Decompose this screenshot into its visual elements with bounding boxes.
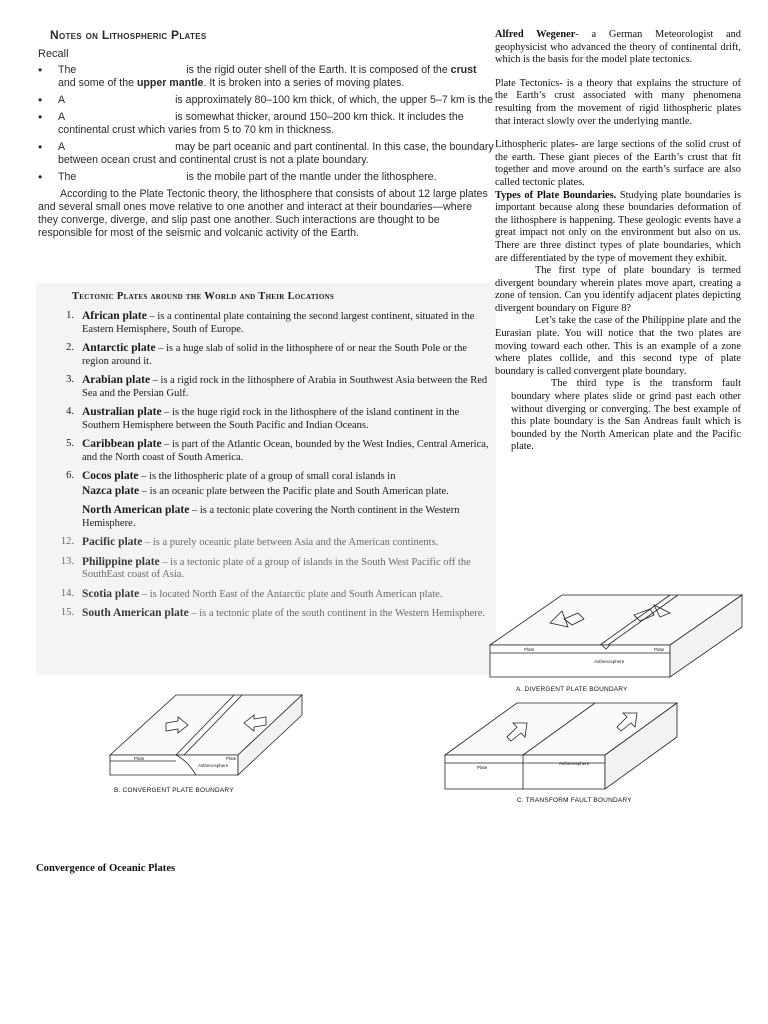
recall-label: Recall (38, 48, 69, 60)
divergent-paragraph: The first type of plate boundary is termed divergent boundary wherein plates move apart, creating a zone of tension. Can you identify adjacent plates depicting divergent boundary on Figure 8? (495, 265, 741, 314)
plates-list-section (36, 283, 496, 675)
plate-label: Plate (477, 765, 488, 770)
divergent-boundary-diagram (484, 583, 746, 683)
plates-list (36, 310, 496, 621)
plate-item: 13. Philippine plate – is a tectonic plate of a group of islands in the South West Pacific off the SouthEast coast of Asia. (60, 555, 471, 580)
plate-item: 4. Australian plate – is the huge rigid rock in the lithosphere of the island continent in the Southern Hemisphere between the South Pacific and Indian Oceans. (66, 406, 460, 431)
definitions-column (495, 29, 741, 454)
convergence-heading: Convergence of Oceanic Plates (36, 863, 176, 874)
plates-section-title: Tectonic Plates around the World and Their Locations (72, 291, 335, 302)
plate-item: 6. Cocos plate – is the lithospheric plate of a group of small coral islands in (66, 470, 396, 482)
notes-section (36, 28, 494, 240)
divergent-boundary-figure (484, 583, 746, 693)
plate-label: Plate (134, 756, 145, 761)
divergent-caption: A. DIVERGENT PLATE BOUNDARY (516, 686, 628, 693)
plate-item: 1. African plate – is a continental plate containing the second largest continent, situated in the Eastern Hemisphere, South of Europe. (66, 310, 475, 335)
bullet-item: • A is approximately 80–100 km thick, of which, the upper 5–7 km is the (36, 94, 494, 107)
plate-tectonics-definition: Plate Tectonics- is a theory that explains the structure of the Earth’s crust associated with many phenomena resulting from the movement of rigid lithospheric plates that interact slowly over the underlying mantle. (495, 77, 741, 127)
bullet-item: • A is somewhat thicker, around 150–200 km thick. It includes the continental crust which varies from 5 to 70 km in thickness. (36, 111, 494, 137)
notes-title: Notes on Lithospheric Plates (50, 28, 207, 42)
transform-paragraph: The third type is the transform fault boundary where plates slide or grind past each other without diverging or converging. The best example of this plate boundary is the San Andreas fault which is bounded by the North American plate and the Pacific plate. (511, 378, 741, 453)
convergent-caption: B. CONVERGENT PLATE BOUNDARY (114, 787, 234, 794)
plate-tectonic-paragraph: According to the Plate Tectonic theory, the lithosphere that consists of about 12 large plates and several small ones move relative to one another and interact at their boundaries—where they converge, diverge, and slip past one another. Such interactions are thought to be responsible for most of the seismic and volcanic activity of the Earth. (38, 188, 488, 239)
convergent-boundary-figure (106, 687, 306, 794)
plate-item: 12. Pacific plate – is a purely oceanic plate between Asia and the American continents. (60, 536, 439, 548)
convergent-paragraph: Let’s take the case of the Philippine plate and the Eurasian plate. You will notice that the two plates are moving toward each other. This is an example of a zone where plates collide, and this second type of plate boundary is called convergent plate boundary. (495, 315, 741, 377)
plate-label: Plate (226, 756, 237, 761)
bullet-item: • The is the mobile part of the mantle under the lithosphere. (36, 171, 494, 184)
plate-item: 5. Caribbean plate – is part of the Atlantic Ocean, bounded by the West Indies, Central America, and the North coast of South America. (66, 438, 489, 463)
asthenosphere-label: Asthenosphere (559, 761, 590, 766)
asthenosphere-label: Asthenosphere (594, 659, 625, 664)
transform-boundary-figure (441, 697, 681, 804)
convergent-boundary-diagram (106, 687, 306, 779)
bullet-item: • A may be part oceanic and part continental. In this case, the boundary between ocean crust and continental crust is not a plate boundary. (36, 141, 494, 167)
plate-item: 15. South American plate – is a tectonic plate of the south continent in the Western Hemisphere. (60, 607, 486, 619)
plate-item: Nazca plate – is an oceanic plate between the Pacific plate and South American plate. (82, 484, 449, 497)
wegener-definition: Alfred Wegener- a German Meteorologist and geophysicist who advanced the theory of continental drift, which is the basis for the model plate tectonics. (495, 29, 741, 66)
recall-bullet-list (36, 64, 494, 184)
plate-item: 3. Arabian plate – is a rigid rock in the lithosphere of Arabia in Southwest Asia between the Red Sea and the Persian Gulf. (66, 374, 488, 399)
plate-label: Plate (524, 647, 535, 652)
plate-item: 14. Scotia plate – is located North East of the Antarctic plate and South American plate. (60, 587, 443, 600)
plate-label: Plate (654, 647, 665, 652)
plate-item: 2. Antarctic plate – is a huge slab of solid in the lithosphere of or near the South Pole or the region around it. (66, 342, 468, 367)
types-of-boundaries-paragraph: Types of Plate Boundaries. Studying plate boundaries is important because along these boundaries deformation of the lithosphere is happening. These geologic events have a great impact not only on the environment but also on us. There are three distinct types of plate boundaries, which are differentiated by the type of movement they exhibit. (495, 189, 741, 264)
transform-boundary-diagram (441, 697, 681, 795)
plate-item: North American plate – is a tectonic plate covering the North continent in the Western Hemisphere. (82, 504, 460, 529)
bullet-item: • The is the rigid outer shell of the Earth. It is composed of the crust and some of the upper mantle. It is broken into a series of moving plates. (36, 64, 494, 90)
asthenosphere-label: Asthenosphere (198, 763, 229, 768)
lithospheric-plates-definition: Lithospheric plates- are large sections of the solid crust of the earth. These giant pieces of the Earth’s crust that fit together and move around on the earth’s surface are also called tectonic plates. (495, 139, 741, 188)
transform-caption: C. TRANSFORM FAULT BOUNDARY (517, 797, 632, 804)
